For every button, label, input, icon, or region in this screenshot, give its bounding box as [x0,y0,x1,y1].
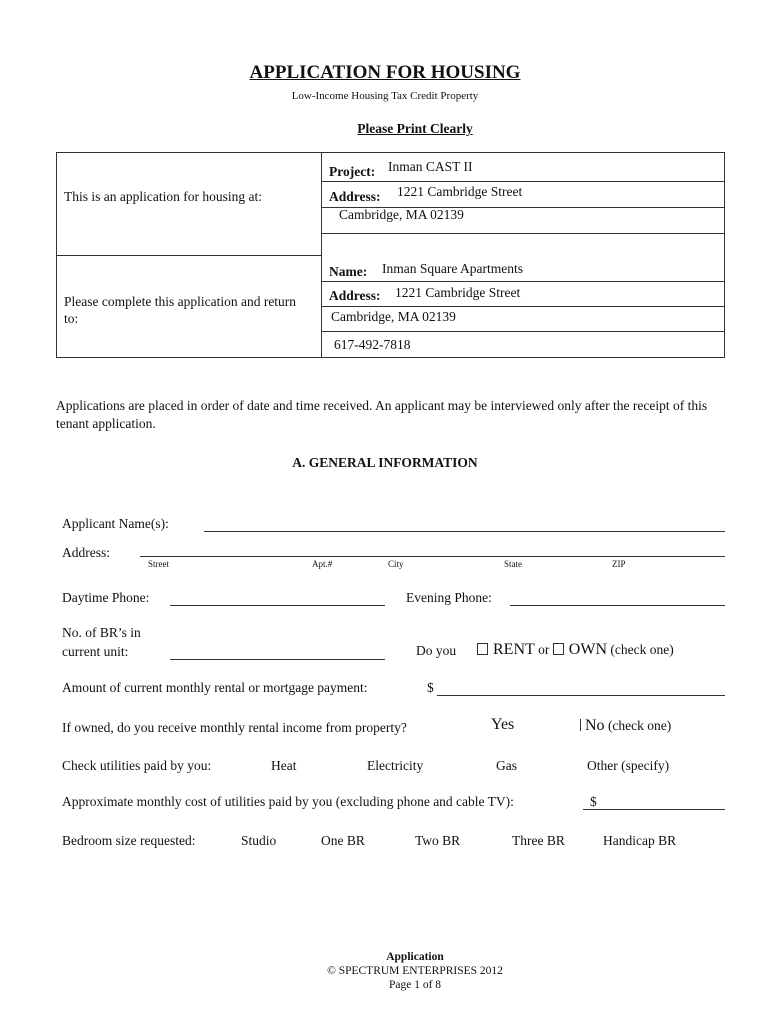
footer-copyright: © SPECTRUM ENTERPRISES 2012 [327,965,503,977]
return-to-cell [57,256,322,358]
return-to-label: Please complete this application and return to: [64,294,297,326]
street-sublabel: Street [148,559,169,569]
table-divider [322,181,725,182]
page-footer [0,950,770,992]
own-checkbox[interactable] [553,643,564,655]
return-address-line1: 1221 Cambridge Street [395,285,521,300]
evening-phone-label: Evening Phone: [406,590,492,605]
address-label: Address: [62,545,110,560]
return-name-label: Name: [329,264,368,279]
utility-other[interactable]: Other (specify) [587,758,670,773]
no-checkbox[interactable] [580,719,581,731]
utility-electricity[interactable]: Electricity [367,758,424,773]
application-notice: Applications are placed in order of date and time received. An applicant may be interviewed only after the receipt of this tenant application. [56,398,708,431]
utilities-cost-label: Approximate monthly cost of utilities paid by you (excluding phone and cable TV): [62,794,514,809]
own-option: OWN [568,641,607,658]
brs-label-line1: No. of BR’s in [62,625,141,640]
applicant-names-field[interactable] [204,531,725,532]
footer-doc-name: Application [386,951,444,963]
return-name-value: Inman Square Apartments [382,261,523,276]
footer-page-number: Page 1 of 8 [388,979,442,991]
application-at-cell [57,153,322,256]
return-address-line2: Cambridge, MA 02139 [331,309,456,324]
owned-check-one-note: (check one) [607,718,672,733]
bedroom-handicap-br[interactable]: Handicap BR [603,833,677,848]
return-phone: 617-492-7818 [334,337,411,352]
monthly-payment-label: Amount of current monthly rental or mortgage payment: [62,680,368,695]
utilities-cost-dollar: $ [590,794,597,809]
monthly-payment-field[interactable] [437,695,725,696]
project-value: Inman CAST II [388,159,473,174]
property-address-line1: 1221 Cambridge Street [397,184,523,199]
utility-heat[interactable]: Heat [271,758,297,773]
table-divider [322,281,725,282]
rent-checkbox[interactable] [477,643,488,655]
monthly-payment-dollar: $ [427,680,434,695]
rent-option: RENT [493,641,535,658]
return-address-label: Address: [329,288,381,303]
brs-field[interactable] [170,659,385,660]
zip-sublabel: ZIP [612,559,626,569]
no-group [580,717,671,735]
address-field[interactable] [140,556,725,557]
brs-label-line2: current unit: [62,644,129,659]
evening-phone-field[interactable] [510,605,725,606]
page-subtitle: Low-Income Housing Tax Credit Property [291,90,479,102]
application-at-label: This is an application for housing at: [64,189,262,204]
state-sublabel: State [504,559,522,569]
project-label: Project: [329,164,376,179]
utilities-cost-field[interactable] [583,809,725,810]
print-clearly-instruction: Please Print Clearly [357,121,473,136]
bedroom-size-label: Bedroom size requested: [62,833,196,848]
do-you-label: Do you [416,643,457,658]
apt-sublabel: Apt.# [312,559,333,569]
owned-question: If owned, do you receive monthly rental income from property? [62,720,407,735]
applicant-names-label: Applicant Name(s): [62,516,169,531]
city-sublabel: City [388,559,404,569]
daytime-phone-label: Daytime Phone: [62,590,150,605]
or-text: or [538,642,550,657]
yes-option[interactable]: Yes [491,716,515,733]
no-option: No [585,717,605,734]
bedroom-one-br[interactable]: One BR [321,833,365,848]
bedroom-two-br[interactable]: Two BR [415,833,461,848]
table-divider [322,306,725,307]
bedroom-three-br[interactable]: Three BR [512,833,565,848]
table-divider [322,233,725,234]
check-one-note: (check one) [610,642,674,657]
table-divider [322,331,725,332]
property-address-line2: Cambridge, MA 02139 [339,207,464,222]
utility-gas[interactable]: Gas [496,758,517,773]
utilities-label: Check utilities paid by you: [62,758,212,773]
property-info-table [56,152,725,358]
daytime-phone-field[interactable] [170,605,385,606]
bedroom-studio[interactable]: Studio [241,833,277,848]
property-address-label: Address: [329,189,381,204]
section-a-heading: A. GENERAL INFORMATION [292,455,478,470]
rent-own-group [477,641,674,659]
page-title: APPLICATION FOR HOUSING [249,62,521,83]
